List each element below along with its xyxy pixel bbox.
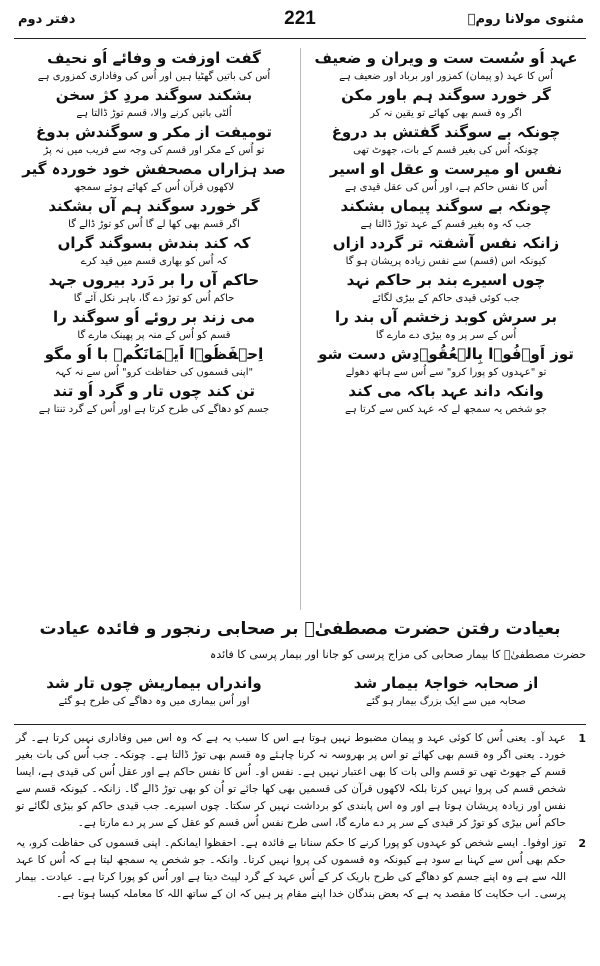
verse-line: می زند بر روئے اُو سوگند را <box>53 308 255 326</box>
verse-line: چوں اسیرے بند بر حاکم نہد <box>346 271 546 289</box>
page-number: 221 <box>284 8 316 29</box>
verse-columns <box>14 48 586 610</box>
section-intro: حضرت مصطفیٰؐ کا بیمار صحابی کی مزاج پرسی کو جانا اور بیمار پرسی کا فائدہ <box>209 648 586 661</box>
couplet <box>14 159 294 196</box>
translation-line: جب کوئی قیدی حاکم کے بیڑی لگائے <box>372 293 520 304</box>
couplet <box>14 85 294 122</box>
verse-line: گر خورد سوگند ہم آں بشکند <box>48 197 260 215</box>
translation-line: تو "عہدوں کو پورا کرو" سے اُس سے ہاتھ دھولے <box>345 367 547 378</box>
closing-couplet-left <box>14 673 294 715</box>
translation-line: اُس کا عہد (و پیمان) کمزور اور برباد اور ضعیف ہے <box>339 71 553 82</box>
verse-line: بر سرش کوبد زخشم آں بند را <box>334 308 558 326</box>
verse-line: چونکہ بے سوگند گفتش بد دروغ <box>331 123 561 141</box>
header-rule <box>14 38 586 39</box>
verse-line: صد ہزاراں مصحفش خود خوردہ گیر <box>22 160 286 178</box>
verse-line: نفس او میرست و عقل او اسیر <box>329 160 563 178</box>
footnote-marker: 2 <box>578 837 586 850</box>
section-label: دفتر دوم <box>18 12 76 27</box>
footnote-text: عہد آو۔ یعنی اُس کا کوئی عہد و پیمان مضبوط نہیں ہوتا ہے اس کا سبب یہ ہے کہ وہ اس میں وفاداری نہیں کرتا ہے۔ گر خورد۔ یعنی اگر وہ قسم بھی کھائے تو اس پر بھروسہ نہ کرنا چاہئے وہ قسم بھی توڑ ڈالتا ہے۔ چونکہ۔ جب اُس کی بات بغیر قسم کے جھوٹ تھی تو قسم والی بات کا بھی اعتبار نہیں ہے۔ نفس او۔ اُس کا نفس حاکم ہے اور عقل اُس کی قیدی ہے، ایسا شخص قسم کی پروا نہیں کرتا بلکہ لاکھوں قرآن کی قسمیں بھی کھا جائے تو اُن کو بھی توڑ ڈالے گا۔ زانکہ۔ کیونکہ قسم سے نفس اور زیادہ پریشان ہوتا ہے اور وہ اس پابندی کو برداشت نہیں کر سکتا۔ چوں اسیرے۔ جب قیدی حاکم کو بیڑی لگائے تو حاکم اُس بیڑی کو توڑ کر قیدی کے سر پر دے مارے گا، اسی طرح نفس اُس قسم کو عقل کے سر پر دے مارتا ہے۔ <box>16 732 566 829</box>
couplet <box>14 48 294 85</box>
translation-line: اور اُس بیماری میں وہ دھاگے کی طرح ہو گئے <box>58 696 250 707</box>
translation-line: حاکم اُس کو توڑ دے گا، باہر نکل آئے گا <box>73 293 235 304</box>
verse-line: واندراں بیماریش چوں تار شد <box>46 674 262 692</box>
column-divider <box>300 48 301 610</box>
translation-line: اگر وہ قسم بھی کھائے تو یقین نہ کر <box>370 108 522 119</box>
footnote-1 <box>16 730 584 832</box>
couplet <box>306 344 586 381</box>
couplet <box>306 307 586 344</box>
translation-line: تو اُس کے مکر اور قسم کی وجہ سے فریب میں نہ پڑ <box>43 145 265 156</box>
verse-line: عہد اُو سُست ست و ویران و ضعیف <box>314 49 578 67</box>
page-header <box>0 8 600 36</box>
couplet <box>14 196 294 233</box>
section-heading: بعیادت رفتن حضرت مصطفیٰؐ بر صحابی رنجور و فائدہ عیادت <box>39 619 561 639</box>
translation-line: جسم کو دھاگے کی طرح کرتا ہے اور اُس کے گرد تنتا ہے <box>38 404 270 415</box>
verse-line: بشکند سوگند مردِ کژ سخن <box>55 86 253 104</box>
couplet <box>306 122 586 159</box>
verse-line: چونکہ بے سوگند پیماں بشکند <box>340 197 552 215</box>
left-verse-column <box>14 48 294 610</box>
couplet <box>306 196 586 233</box>
verse-line: گفت اوزفت و وفائے اُو نحیف <box>47 49 261 67</box>
translation-line: کہ اُس کو بھاری قسم میں قید کرے <box>80 256 228 267</box>
couplet <box>306 233 586 270</box>
couplet <box>14 270 294 307</box>
couplet <box>14 307 294 344</box>
verse-line: گر خورد سوگند ہم باور مکن <box>341 86 551 104</box>
couplet <box>306 48 586 85</box>
couplet <box>306 85 586 122</box>
verse-line: زانکہ نفس آشفتہ تر گردد ازاں <box>332 234 560 252</box>
translation-line: اُس کے سر پر وہ بیڑی دے مارے گا <box>375 330 517 341</box>
translation-line: جب کہ وہ بغیر قسم کے عہد توڑ ڈالتا ہے <box>360 219 532 230</box>
translation-line: اُس کا نفس حاکم ہے، اور اُس کی عقل قیدی ہے <box>344 182 548 193</box>
right-verse-column <box>306 48 586 610</box>
translation-line: اُس کی باتیں گھٹیا ہیں اور اُس کی وفاداری کمزوری ہے <box>37 71 271 82</box>
footnote-rule <box>14 724 586 725</box>
couplet <box>306 381 586 418</box>
translation-line: جو شخص یہ سمجھ لے کہ عہد کس سے کرتا ہے <box>345 404 547 415</box>
verse-line: توز اَوۡفُوۡا بِالۡعُقُوۡدِش دست شو <box>318 345 574 363</box>
verse-line: کہ کند بندش بسوگند گراں <box>57 234 251 252</box>
translation-line: "اپنی قسموں کی حفاظت کرو" اُس سے نہ کہہ <box>54 367 254 378</box>
translation-line: صحابہ میں سے ایک بزرگ بیمار ہو گئے <box>366 696 526 707</box>
translation-line: لاکھوں قرآن اُس کے کھائے ہوئے سمجھ <box>73 182 235 193</box>
closing-couplet <box>14 673 586 715</box>
translation-line: اگر قسم بھی کھا لے گا اُس کو توڑ ڈالے گا <box>68 219 240 230</box>
verse-line: اِحۡفَظُوۡا اَیۡمَانَکُمۡ با اُو مگو <box>44 345 264 363</box>
verse-line: از صحابہ خواجۂ بیمار شد <box>353 674 539 692</box>
footnote-marker: 1 <box>578 732 586 745</box>
couplet <box>14 381 294 418</box>
footnote-text: توز اوفوا۔ ایسے شخص کو عہدوں کو پورا کرنے کا حکم سنانا بے فائدہ ہے۔ احفظوا ایمانکم۔ اپنی قسموں کی حفاظت کرو، یہ حکم بھی اُس سے کہنا بے سود ہے کیونکہ وہ قسموں کی پروا نہیں کرتا۔ وانکہ۔ جو شخص یہ سمجھ لیتا ہے کہ اُس کا عہد اللہ سے ہے وہ اپنے جسم کو دھاگے کی طرح باریک کر کے اُس عہد کے گرد لپیٹ دیتا ہے اور اُس کو پورا کرتا ہے۔ عیادت۔ بیمار پرسی۔ اب حکایت کا مقصد یہ ہے کہ بعض بندگان خدا اپنے مقام پر ہیں کہ ان کے ساتھ اللہ کا معاملہ کیسا ہوتا ہے۔ <box>16 837 566 900</box>
translation-line: قسم کو اُس کے منہ پر پھینک مارے گا <box>77 330 231 341</box>
verse-line: حاکم آں را بر دَرد بیروں جہد <box>48 271 260 289</box>
verse-line: تن کند چوں تار و گرد اُو تند <box>52 382 256 400</box>
translation-line: کیونکہ اس (قسم) سے نفس زیادہ پریشان ہو گا <box>345 256 547 267</box>
book-title: مثنوی مولانا رومؒ <box>467 12 584 27</box>
couplet <box>14 233 294 270</box>
couplet <box>14 344 294 381</box>
closing-couplet-right <box>306 673 586 715</box>
couplet <box>306 159 586 196</box>
verse-line: وانکہ داند عہد باکہ می کند <box>348 382 544 400</box>
footnote-2 <box>16 835 584 903</box>
verse-line: تومیفت از مکر و سوگندش بدوغ <box>36 123 272 141</box>
couplet <box>14 122 294 159</box>
translation-line: چونکہ اُس کی بغیر قسم کے بات، جھوٹ تھی <box>353 145 539 156</box>
translation-line: اُلٹی باتیں کرنے والا، قسم توڑ ڈالتا ہے <box>76 108 232 119</box>
couplet <box>306 270 586 307</box>
